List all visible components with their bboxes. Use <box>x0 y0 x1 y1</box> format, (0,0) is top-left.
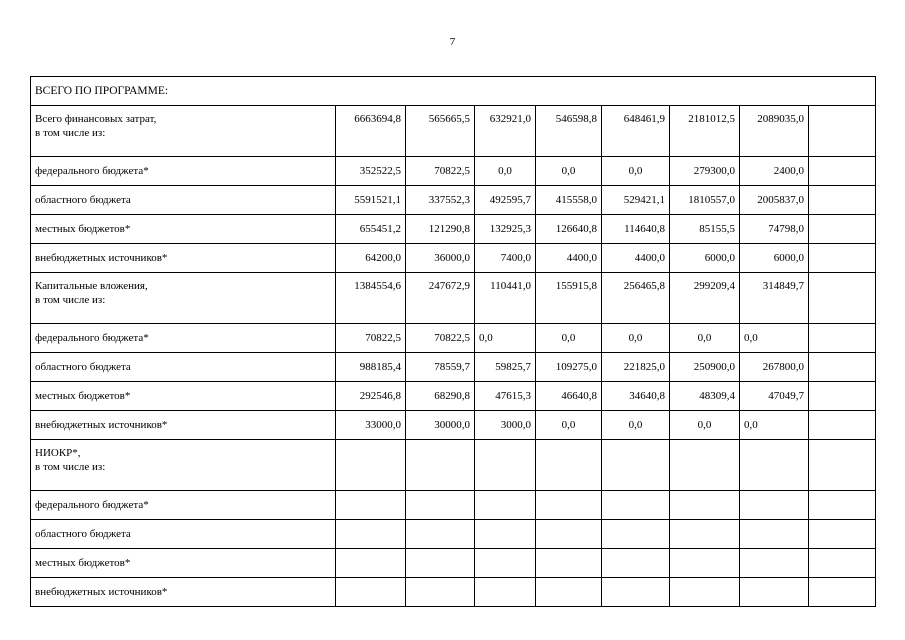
value-cell <box>809 578 876 607</box>
row-label: областного бюджета <box>31 353 336 382</box>
value-cell: 221825,0 <box>602 353 670 382</box>
value-cell: 64200,0 <box>336 244 406 273</box>
value-cell <box>809 440 876 491</box>
value-cell <box>475 520 536 549</box>
value-cell: 34640,8 <box>602 382 670 411</box>
row-label: федерального бюджета* <box>31 324 336 353</box>
value-cell <box>670 520 740 549</box>
table-row <box>31 353 876 382</box>
value-cell: 2005837,0 <box>740 186 809 215</box>
value-cell: 30000,0 <box>406 411 475 440</box>
value-cell: 6000,0 <box>670 244 740 273</box>
value-cell: 114640,8 <box>602 215 670 244</box>
value-cell: 78559,7 <box>406 353 475 382</box>
value-cell: 529421,1 <box>602 186 670 215</box>
value-cell: 0,0 <box>740 411 809 440</box>
table-row <box>31 382 876 411</box>
row-label: местных бюджетов* <box>31 215 336 244</box>
value-cell <box>475 440 536 491</box>
value-cell: 68290,8 <box>406 382 475 411</box>
table-row <box>31 273 876 324</box>
value-cell <box>809 273 876 324</box>
value-cell: 36000,0 <box>406 244 475 273</box>
row-label: местных бюджетов* <box>31 549 336 578</box>
value-cell <box>406 520 475 549</box>
value-cell: 0,0 <box>670 324 740 353</box>
value-cell <box>740 491 809 520</box>
value-cell <box>809 520 876 549</box>
value-cell: 546598,8 <box>536 106 602 157</box>
value-cell: 632921,0 <box>475 106 536 157</box>
table-row <box>31 491 876 520</box>
table-row <box>31 186 876 215</box>
value-cell: 655451,2 <box>336 215 406 244</box>
table-row <box>31 157 876 186</box>
row-label: внебюджетных источников* <box>31 578 336 607</box>
value-cell: 6000,0 <box>740 244 809 273</box>
value-cell: 132925,3 <box>475 215 536 244</box>
value-cell: 267800,0 <box>740 353 809 382</box>
value-cell <box>740 549 809 578</box>
value-cell: 70822,5 <box>336 324 406 353</box>
value-cell <box>475 549 536 578</box>
value-cell: 121290,8 <box>406 215 475 244</box>
value-cell: 3000,0 <box>475 411 536 440</box>
row-label: внебюджетных источников* <box>31 411 336 440</box>
row-label: областного бюджета <box>31 186 336 215</box>
value-cell <box>670 491 740 520</box>
row-label: НИОКР*, в том числе из: <box>31 440 336 491</box>
value-cell: 70822,5 <box>406 324 475 353</box>
value-cell <box>536 440 602 491</box>
program-financing-table <box>30 76 876 607</box>
value-cell: 988185,4 <box>336 353 406 382</box>
value-cell: 1384554,6 <box>336 273 406 324</box>
value-cell: 4400,0 <box>536 244 602 273</box>
value-cell <box>406 491 475 520</box>
value-cell: 0,0 <box>670 411 740 440</box>
value-cell <box>809 382 876 411</box>
row-label: федерального бюджета* <box>31 491 336 520</box>
table-row <box>31 106 876 157</box>
value-cell: 2089035,0 <box>740 106 809 157</box>
value-cell: 0,0 <box>536 411 602 440</box>
value-cell: 250900,0 <box>670 353 740 382</box>
value-cell: 565665,5 <box>406 106 475 157</box>
value-cell <box>406 578 475 607</box>
table-row <box>31 244 876 273</box>
row-label: Всего финансовых затрат, в том числе из: <box>31 106 336 157</box>
value-cell: 47615,3 <box>475 382 536 411</box>
value-cell <box>536 578 602 607</box>
value-cell: 59825,7 <box>475 353 536 382</box>
value-cell: 70822,5 <box>406 157 475 186</box>
row-label: внебюджетных источников* <box>31 244 336 273</box>
value-cell <box>336 578 406 607</box>
value-cell: 0,0 <box>740 324 809 353</box>
table-row <box>31 549 876 578</box>
value-cell <box>809 215 876 244</box>
value-cell: 46640,8 <box>536 382 602 411</box>
value-cell <box>670 549 740 578</box>
value-cell <box>536 491 602 520</box>
value-cell <box>670 578 740 607</box>
value-cell: 155915,8 <box>536 273 602 324</box>
value-cell <box>809 353 876 382</box>
table-row <box>31 578 876 607</box>
value-cell: 110441,0 <box>475 273 536 324</box>
value-cell <box>670 440 740 491</box>
table-body <box>31 77 876 607</box>
value-cell <box>602 578 670 607</box>
value-cell <box>336 549 406 578</box>
table-row <box>31 324 876 353</box>
value-cell: 492595,7 <box>475 186 536 215</box>
value-cell <box>740 440 809 491</box>
value-cell: 247672,9 <box>406 273 475 324</box>
value-cell: 0,0 <box>602 324 670 353</box>
value-cell: 352522,5 <box>336 157 406 186</box>
value-cell: 337552,3 <box>406 186 475 215</box>
value-cell: 279300,0 <box>670 157 740 186</box>
table-row <box>31 411 876 440</box>
value-cell: 74798,0 <box>740 215 809 244</box>
value-cell <box>536 520 602 549</box>
value-cell <box>740 578 809 607</box>
value-cell: 2181012,5 <box>670 106 740 157</box>
value-cell <box>809 186 876 215</box>
value-cell: 6663694,8 <box>336 106 406 157</box>
value-cell: 7400,0 <box>475 244 536 273</box>
value-cell <box>809 324 876 353</box>
value-cell <box>809 491 876 520</box>
value-cell: 0,0 <box>475 324 536 353</box>
value-cell <box>536 549 602 578</box>
value-cell <box>602 520 670 549</box>
value-cell <box>602 549 670 578</box>
value-cell <box>475 491 536 520</box>
value-cell: 1810557,0 <box>670 186 740 215</box>
value-cell: 47049,7 <box>740 382 809 411</box>
value-cell: 292546,8 <box>336 382 406 411</box>
value-cell <box>740 520 809 549</box>
value-cell: 126640,8 <box>536 215 602 244</box>
value-cell <box>809 411 876 440</box>
page-number: 7 <box>449 36 456 48</box>
table-row <box>31 440 876 491</box>
value-cell <box>475 578 536 607</box>
table-header-row <box>31 77 876 106</box>
table-row <box>31 520 876 549</box>
value-cell: 256465,8 <box>602 273 670 324</box>
value-cell: 0,0 <box>475 157 536 186</box>
row-label: областного бюджета <box>31 520 336 549</box>
value-cell: 4400,0 <box>602 244 670 273</box>
value-cell: 0,0 <box>536 324 602 353</box>
value-cell: 2400,0 <box>740 157 809 186</box>
value-cell: 5591521,1 <box>336 186 406 215</box>
value-cell <box>809 549 876 578</box>
value-cell: 415558,0 <box>536 186 602 215</box>
value-cell <box>602 440 670 491</box>
value-cell <box>336 440 406 491</box>
row-label: федерального бюджета* <box>31 157 336 186</box>
value-cell: 85155,5 <box>670 215 740 244</box>
value-cell: 33000,0 <box>336 411 406 440</box>
value-cell: 109275,0 <box>536 353 602 382</box>
value-cell: 0,0 <box>602 411 670 440</box>
value-cell <box>602 491 670 520</box>
value-cell <box>406 440 475 491</box>
row-label: местных бюджетов* <box>31 382 336 411</box>
value-cell: 0,0 <box>602 157 670 186</box>
program-total-heading: ВСЕГО ПО ПРОГРАММЕ: <box>31 77 876 106</box>
value-cell: 48309,4 <box>670 382 740 411</box>
row-label: Капитальные вложения, в том числе из: <box>31 273 336 324</box>
value-cell <box>809 106 876 157</box>
value-cell <box>809 244 876 273</box>
value-cell <box>809 157 876 186</box>
table-row <box>31 215 876 244</box>
value-cell: 299209,4 <box>670 273 740 324</box>
value-cell <box>336 491 406 520</box>
value-cell: 0,0 <box>536 157 602 186</box>
value-cell <box>406 549 475 578</box>
value-cell: 648461,9 <box>602 106 670 157</box>
value-cell: 314849,7 <box>740 273 809 324</box>
value-cell <box>336 520 406 549</box>
